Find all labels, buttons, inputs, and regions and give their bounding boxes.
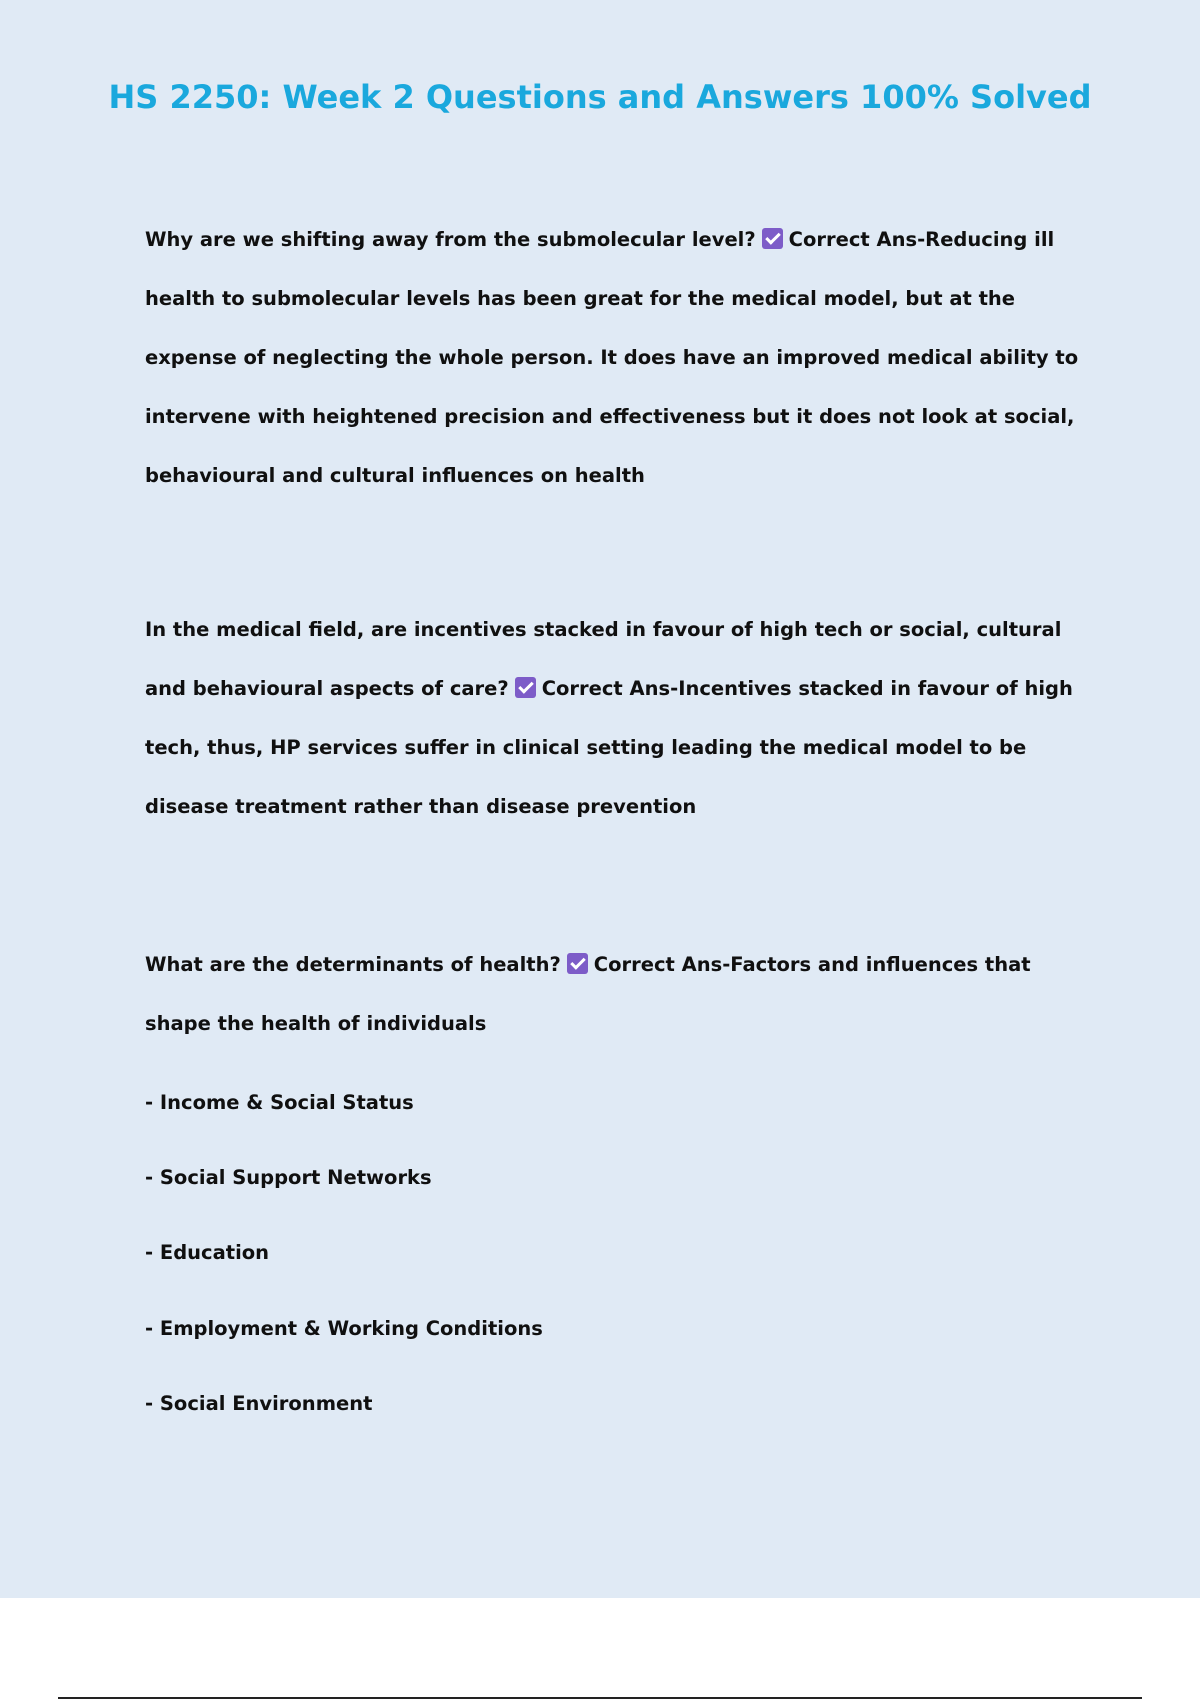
answer-text: Correct Ans-Incentives stacked in favour of high tech, thus, HP services suffer in clinical setting leading the medical model to be disease treatment rather than disease prevention <box>145 677 1073 818</box>
qa-item-1 <box>145 210 1080 505</box>
answer-text: Correct Ans-Factors and influences that shape the health of individuals <box>145 953 1031 1035</box>
list-item: - Social Environment <box>145 1392 373 1415</box>
answer-text: Correct Ans-Reducing ill health to submolecular levels has been great for the medical model, but at the expense of neglecting the whole person. It does have an improved medical ability to intervene with heightened precision and effectiveness but it does not look at social, behavioural and cultural influences on health <box>145 228 1079 487</box>
qa-item-2 <box>145 600 1080 836</box>
document-title: HS 2250: Week 2 Questions and Answers 100% Solved <box>108 78 1092 116</box>
qa-item-3 <box>145 935 1080 1053</box>
list-item: - Income & Social Status <box>145 1091 414 1114</box>
question-text: In the medical field, are incentives stacked in favour of high tech or social, cultural and behavioural aspects of care? <box>145 618 1062 700</box>
question-text: Why are we shifting away from the submolecular level? <box>145 228 756 251</box>
checkmark-box-icon <box>515 677 536 698</box>
question-text: What are the determinants of health? <box>145 953 561 976</box>
list-item: - Social Support Networks <box>145 1166 432 1189</box>
list-item: - Education <box>145 1241 270 1264</box>
list-item: - Employment & Working Conditions <box>145 1317 543 1340</box>
footer-divider <box>58 1697 1142 1699</box>
checkmark-box-icon <box>762 228 783 249</box>
checkmark-box-icon <box>567 953 588 974</box>
